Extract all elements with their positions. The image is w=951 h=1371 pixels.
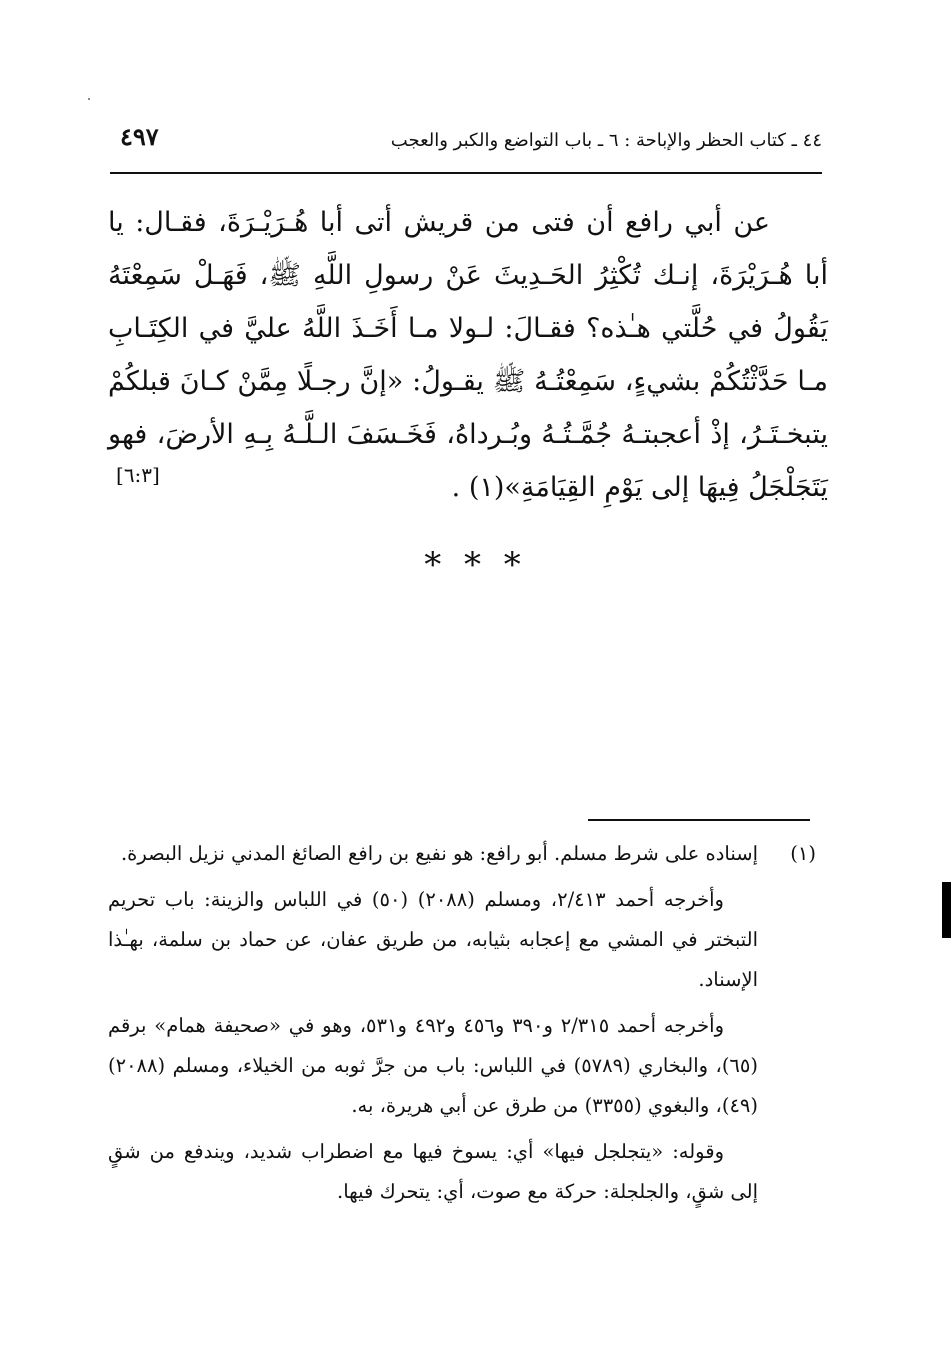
section-separator: * * * xyxy=(424,545,527,585)
speck xyxy=(88,98,90,100)
footnote-paragraph: إسناده على شرط مسلم. أبو رافع: هو نفيع بن رافع الصائغ المدني نزيل البصرة. xyxy=(120,842,758,865)
page-number: ٤٩٧ xyxy=(120,122,159,151)
footnote-paragraph: وأخرجه أحمد ٢/٤١٣، ومسلم (٢٠٨٨) (٥٠) في اللباس والزينة: باب تحريم التبختر في المشي مع إعجابه بثيابه، من طريق عفان، عن حماد بن سلمة، بهـٰذا الإسناد. xyxy=(108,888,758,991)
footnote-paragraph: وقوله: «يتجلجل فيها» أي: يسوخ فيها مع اضطراب شديد، ويندفع من شقٍ إلى شقٍ، والجلجلة: حركة مع صوت، أي: يتحرك فيها. xyxy=(108,1140,758,1203)
header-rule xyxy=(110,172,822,174)
footnote xyxy=(108,834,816,1218)
footnote-body xyxy=(108,834,758,1218)
page-header xyxy=(110,118,822,160)
footnote-rule xyxy=(588,819,810,821)
citation-reference: [٦:٣] xyxy=(116,463,160,487)
scan-edge-mark xyxy=(942,882,951,938)
hadith-text xyxy=(108,196,828,514)
footnote-number: (١) xyxy=(790,842,816,865)
footnote-paragraph: وأخرجه أحمد ٢/٣١٥ و٣٩٠ و٤٥٦ و٤٩٢ و٥٣١، وهو في «صحيفة همام» برقم (٦٥)، والبخاري (٥٧٨٩) في اللباس: باب من جرَّ ثوبه من الخيلاء، ومسلم (٢٠٨٨) (٤٩)، والبغوي (٣٣٥٥) من طرق عن أبي هريرة، به. xyxy=(108,1014,758,1117)
hadith-paragraph: عن أبي رافع أن فتى من قريش أتى أبا هُـرَيْـرَةَ، فقـال: يا أبا هُـرَيْرَةَ، إنـك تُكْثِرُ الحَـدِيثَ عَنْ رسولِ اللَّهِ ﷺ، فَهَـلْ سَمِعْتَهُ يَقُولُ في حُلَّتي هـٰذه؟ فقـالَ: لـولا مـا أَخَـذَ اللَّهُ عليَّ في الكِتَـابِ مـا حَدَّثْتُكُمْ بشيءٍ، سَمِعْتُـهُ ﷺ يقـولُ: «إنَّ رجـلًا مِمَّنْ كـانَ قبلكُمْ يتبخـتَـرُ، إذْ أعجبتـهُ جُمَّـتُـهُ وبُـرداهُ، فَخَـسَفَ الـلَّـهُ بِـهِ الأرضَ، فهو يَتَجَلْجَلُ فِيهَا إلى يَوْمِ القِيَامَةِ»(١) . xyxy=(108,207,828,503)
running-title: ٤٤ ـ كتاب الحظر والإباحة : ٦ ـ باب التواضع والكبر والعجب xyxy=(390,130,822,151)
footnotes xyxy=(108,834,816,1218)
